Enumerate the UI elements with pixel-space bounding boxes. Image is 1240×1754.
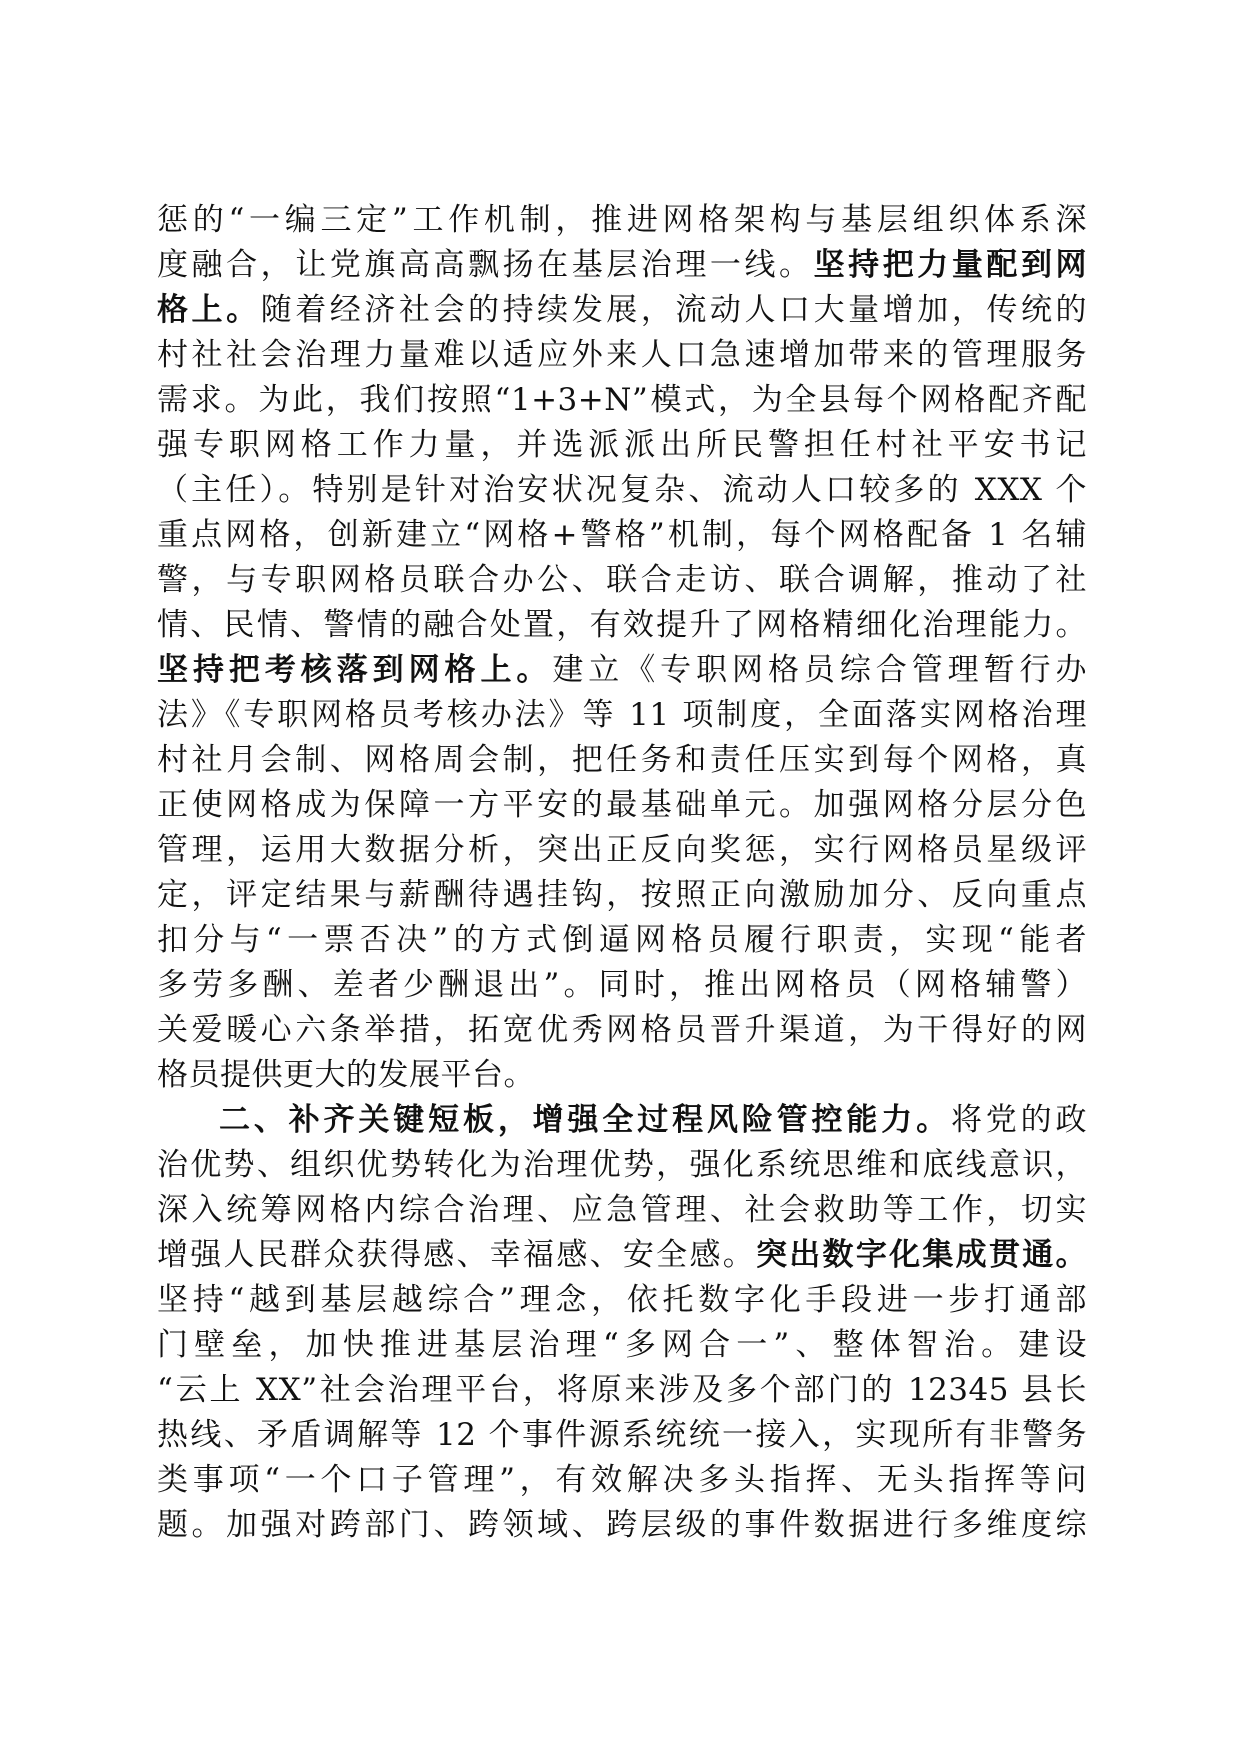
body-text: 类事项“一个口子管理”，有效解决多头指挥、无头指挥等问 <box>157 1462 1087 1498</box>
text-line <box>157 243 1087 288</box>
body-text: 门壁垒，加快推进基层治理“多网合一”、整体智治。建设 <box>157 1327 1087 1363</box>
body-text: 将党的政 <box>950 1102 1087 1138</box>
text-line <box>157 918 1087 963</box>
body-text: 深入统筹网格内综合治理、应急管理、社会救助等工作，切实 <box>157 1192 1087 1228</box>
text-line <box>157 1413 1087 1458</box>
text-line <box>157 693 1087 738</box>
body-text: 正使网格成为保障一方平安的最基础单元。加强网格分层分色 <box>157 787 1087 823</box>
text-line <box>157 738 1087 783</box>
body-text: 需求。为此，我们按照“1+3+N”模式，为全县每个网格配齐配 <box>157 382 1087 418</box>
body-text: 度融合，让党旗高高飘扬在基层治理一线。 <box>157 247 814 283</box>
text-line <box>157 1278 1087 1323</box>
text-line <box>157 1143 1087 1188</box>
body-text: 村社月会制、网格周会制，把任务和责任压实到每个网格，真 <box>157 742 1087 778</box>
body-text: 法》《专职网格员考核办法》等 11 项制度，全面落实网格治理 <box>157 697 1087 733</box>
text-line <box>157 648 1087 693</box>
text-line <box>157 1368 1087 1413</box>
body-text: 增强人民群众获得感、幸福感、安全感。 <box>157 1237 756 1273</box>
text-line <box>157 1458 1087 1503</box>
text-line <box>157 423 1087 468</box>
document-body <box>157 198 1087 1548</box>
text-line <box>157 1053 1087 1098</box>
text-line <box>157 828 1087 873</box>
text-line <box>157 468 1087 513</box>
body-text: 村社社会治理力量难以适应外来人口急速增加带来的管理服务 <box>157 337 1087 373</box>
body-text: （主任）。特别是针对治安状况复杂、流动人口较多的 XXX 个 <box>157 472 1087 508</box>
text-line <box>157 783 1087 828</box>
bold-heading-text: 二、补齐关键短板，增强全过程风险管控能力。 <box>219 1102 951 1138</box>
text-line <box>157 333 1087 378</box>
body-text: 管理，运用大数据分析，突出正反向奖惩，实行网格员星级评 <box>157 832 1087 868</box>
text-line <box>157 1188 1087 1233</box>
body-text: 建立《专职网格员综合管理暂行办 <box>552 652 1088 688</box>
body-text: 警，与专职网格员联合办公、联合走访、联合调解，推动了社 <box>157 562 1087 598</box>
body-text: 热线、矛盾调解等 12 个事件源系统统一接入，实现所有非警务 <box>157 1417 1087 1453</box>
bold-heading-text: 坚持把考核落到网格上。 <box>157 652 553 688</box>
body-text: 扣分与“一票否决”的方式倒逼网格员履行职责，实现“能者 <box>157 922 1087 958</box>
body-text: 定，评定结果与薪酬待遇挂钩，按照正向激励加分、反向重点 <box>157 877 1087 913</box>
text-line <box>157 198 1087 243</box>
body-text: 格员提供更大的发展平台。 <box>157 1057 535 1093</box>
text-line <box>157 1098 1087 1143</box>
text-line <box>157 963 1087 1008</box>
text-line <box>157 288 1087 333</box>
body-text: 题。加强对跨部门、跨领域、跨层级的事件数据进行多维度综 <box>157 1507 1087 1543</box>
text-line <box>157 513 1087 558</box>
text-line <box>157 603 1087 648</box>
text-line <box>157 1008 1087 1053</box>
text-line <box>157 1233 1087 1278</box>
body-text: 重点网格，创新建立“网格+警格”机制，每个网格配备 1 名辅 <box>157 517 1087 553</box>
text-line <box>157 378 1087 423</box>
text-line <box>157 558 1087 603</box>
text-line <box>157 1503 1087 1548</box>
text-line <box>157 873 1087 918</box>
body-text: 惩的“一编三定”工作机制，推进网格架构与基层组织体系深 <box>157 202 1087 238</box>
body-text: 关爱暖心六条举措，拓宽优秀网格员晋升渠道，为干得好的网 <box>157 1012 1087 1048</box>
body-text: “云上 XX”社会治理平台，将原来涉及多个部门的 12345 县长 <box>157 1372 1087 1408</box>
body-text: 治优势、组织优势转化为治理优势，强化系统思维和底线意识， <box>157 1147 1087 1183</box>
body-text: 强专职网格工作力量，并选派派出所民警担任村社平安书记 <box>157 427 1087 463</box>
body-text: 随着经济社会的持续发展，流动人口大量增加，传统的 <box>260 292 1088 328</box>
bold-heading-text: 格上。 <box>157 292 261 328</box>
text-line <box>157 1323 1087 1368</box>
bold-heading-text: 突出数字化集成贯通。 <box>756 1237 1087 1273</box>
body-text: 多劳多酬、差者少酬退出”。同时，推出网格员（网格辅警） <box>157 967 1087 1003</box>
body-text: 坚持“越到基层越综合”理念，依托数字化手段进一步打通部 <box>157 1282 1087 1318</box>
body-text: 情、民情、警情的融合处置，有效提升了网格精细化治理能力。 <box>157 607 1087 643</box>
bold-heading-text: 坚持把力量配到网 <box>813 247 1088 283</box>
